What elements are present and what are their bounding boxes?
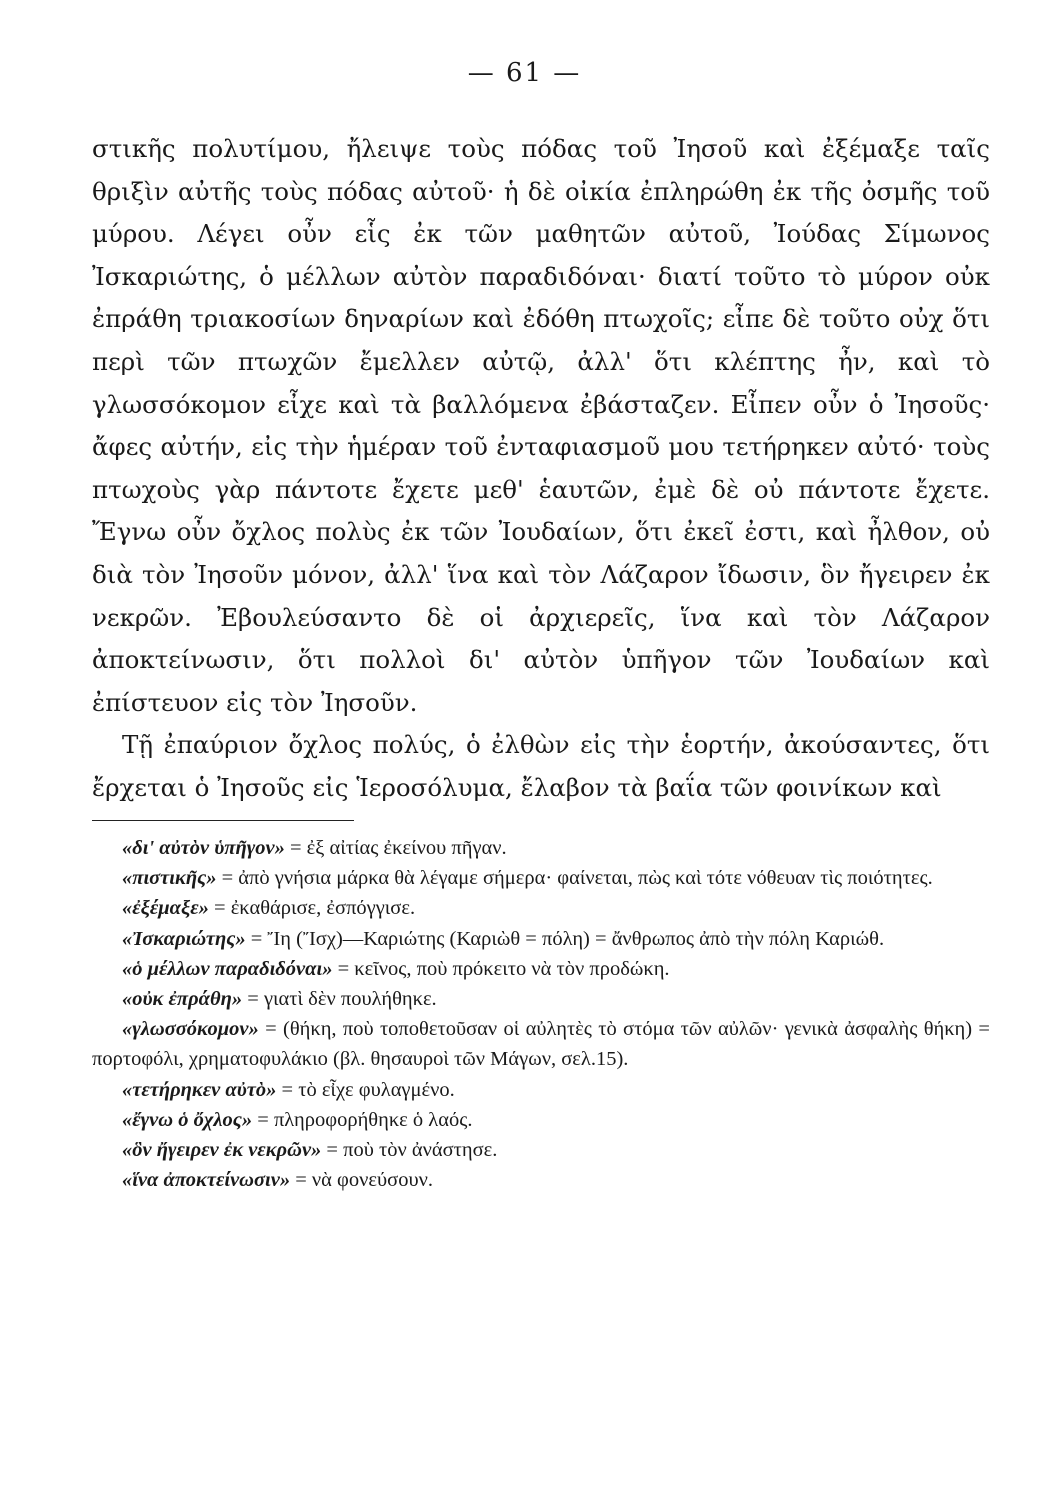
page-number: — 61 — (467, 58, 582, 88)
footnote-term: «ἵνα ἀποκτείνωσιν» (122, 1169, 291, 1192)
footnote-term: «ὁ μέλλων παραδιδόναι» (122, 957, 333, 980)
footnotes (92, 833, 990, 1195)
footnote-term: «πιστικῆς» (122, 867, 217, 890)
footnote-term: «Ἰσκαριώτης» (122, 927, 246, 950)
footnote-term: «ἐξέμαξε» (122, 897, 209, 920)
footnote-gloss: = ποὺ τὸν ἀνάστησε. (321, 1139, 498, 1162)
footnote (92, 1165, 990, 1195)
footnote-term: «ὃν ἤγειρεν ἐκ νεκρῶν» (122, 1139, 322, 1162)
footnote (92, 984, 990, 1014)
footnote (92, 1014, 990, 1074)
footnote (92, 924, 990, 954)
footnote-gloss: = (θήκη, ποὺ τοποθετοῦσαν οἱ αὐλητὲς τὸ στόμα τῶν αὐλῶν· γενικὰ ἀσφαλὴς θήκη) = πορτοφόλι, χρηματοφυλάκιο (βλ. θησαυροὶ τῶν Μάγων, σελ.15). (92, 1018, 990, 1071)
footnote (92, 1135, 990, 1165)
footnote-gloss: = ἐκαθάρισε, ἐσπόγγισε. (208, 897, 416, 920)
paragraph: Τῇ ἐπαύριον ὄχλος πολύς, ὁ ἐλθὼν εἰς τὴν ἑορτήν, ἀκούσαντες, ὅτι ἔρχεται ὁ Ἰησοῦς εἰς Ἱεροσόλυμα, ἔλαβον τὰ βαΐα τῶν φοινίκων καὶ (92, 730, 990, 802)
footnote-gloss: = Ἴη (Ἴσχ)—Καριώτης (Καριὼθ = πόλη) = ἄνθρωπος ἀπὸ τὴν πόλη Καριώθ. (245, 927, 885, 950)
footnote-term: «τετήρηκεν αὐτὸ» (122, 1078, 277, 1101)
footnote-gloss: = πληροφορήθηκε ὁ λαός. (252, 1108, 473, 1131)
footnote (92, 954, 990, 984)
footnote (92, 833, 990, 863)
footnote-divider (92, 820, 354, 821)
footnote (92, 863, 990, 893)
footnote (92, 1075, 990, 1105)
footnote-gloss: = ἐξ αἰτίας ἐκείνου πῆγαν. (284, 837, 507, 859)
footnote (92, 893, 990, 923)
footnote-term: «δι' αὐτὸν ὑπῆγον» (122, 837, 285, 859)
footnote (92, 1105, 990, 1135)
footnote-gloss: = κεῖνος, ποὺ πρόκειτο νὰ τὸν προδώκη. (332, 957, 670, 980)
paragraph: στικῆς πολυτίμου, ἤλειψε τοὺς πόδας τοῦ Ἰησοῦ καὶ ἐξέμαξε ταῖς θριξὶν αὐτῆς τοὺς πόδας αὐτοῦ· ἡ δὲ οἰκία ἐπληρώθη ἐκ τῆς ὀσμῆς τοῦ μύρου. Λέγει οὖν εἷς ἐκ τῶν μαθητῶν αὐτοῦ, Ἰούδας Σίμωνος Ἰσκαριώτης, ὁ μέλλων αὐτὸν παραδιδόναι· διατί τοῦτο τὸ μύρον οὐκ ἐπράθη τριακοσίων δηναρίων καὶ ἐδόθη πτωχοῖς; εἶπε δὲ τοῦτο οὐχ ὅτι περὶ τῶν πτωχῶν ἔμελλεν αὐτῷ, ἀλλ' ὅτι κλέπτης ἦν, καὶ τὸ γλωσσόκομον εἶχε καὶ τὰ βαλλόμενα ἐβάσταζεν. Εἶπεν οὖν ὁ Ἰησοῦς· ἄφες αὐτήν, εἰς τὴν ἡμέραν τοῦ ἐνταφιασμοῦ μου τετήρηκεν αὐτό· τοὺς πτωχοὺς γὰρ πάντοτε ἔχετε μεθ' ἑαυτῶν, ἐμὲ δὲ οὐ πάντοτε ἔχετε. Ἔγνω οὖν ὄχλος πολὺς ἐκ τῶν Ἰουδαίων, ὅτι ἐκεῖ ἐστι, καὶ ἦλθον, οὐ διὰ τὸν Ἰησοῦν μόνον, ἀλλ' ἵνα καὶ τὸν Λάζαρον ἴδωσιν, ὃν ἤγειρεν ἐκ νεκρῶν. Ἐβουλεύσαντο δὲ οἱ ἀρχιερεῖς, ἵνα καὶ τὸν Λάζαρον ἀποκτείνωσιν, ὅτι πολλοὶ δι' αὐτὸν ὑπῆγον τῶν Ἰουδαίων καὶ ἐπίστευον εἰς τὸν Ἰησοῦν. (92, 134, 990, 717)
footnote-term: «οὐκ ἐπράθη» (122, 988, 243, 1011)
main-text (92, 128, 990, 810)
footnote-term: «γλωσσόκομον» (122, 1018, 259, 1041)
footnote-gloss: = νὰ φονεύσουν. (290, 1169, 433, 1192)
footnote-gloss: = γιατὶ δὲν πουλήθηκε. (242, 988, 437, 1011)
footnote-gloss: = ἀπὸ γνήσια μάρκα θὰ λέγαμε σήμερα· φαίνεται, πὼς καὶ τότε νόθευαν τὶς ποιότητες. (216, 867, 933, 890)
footnote-term: «ἔγνω ὁ ὄχλος» (122, 1108, 253, 1131)
footnote-gloss: = τὸ εἶχε φυλαγμένο. (276, 1078, 455, 1101)
